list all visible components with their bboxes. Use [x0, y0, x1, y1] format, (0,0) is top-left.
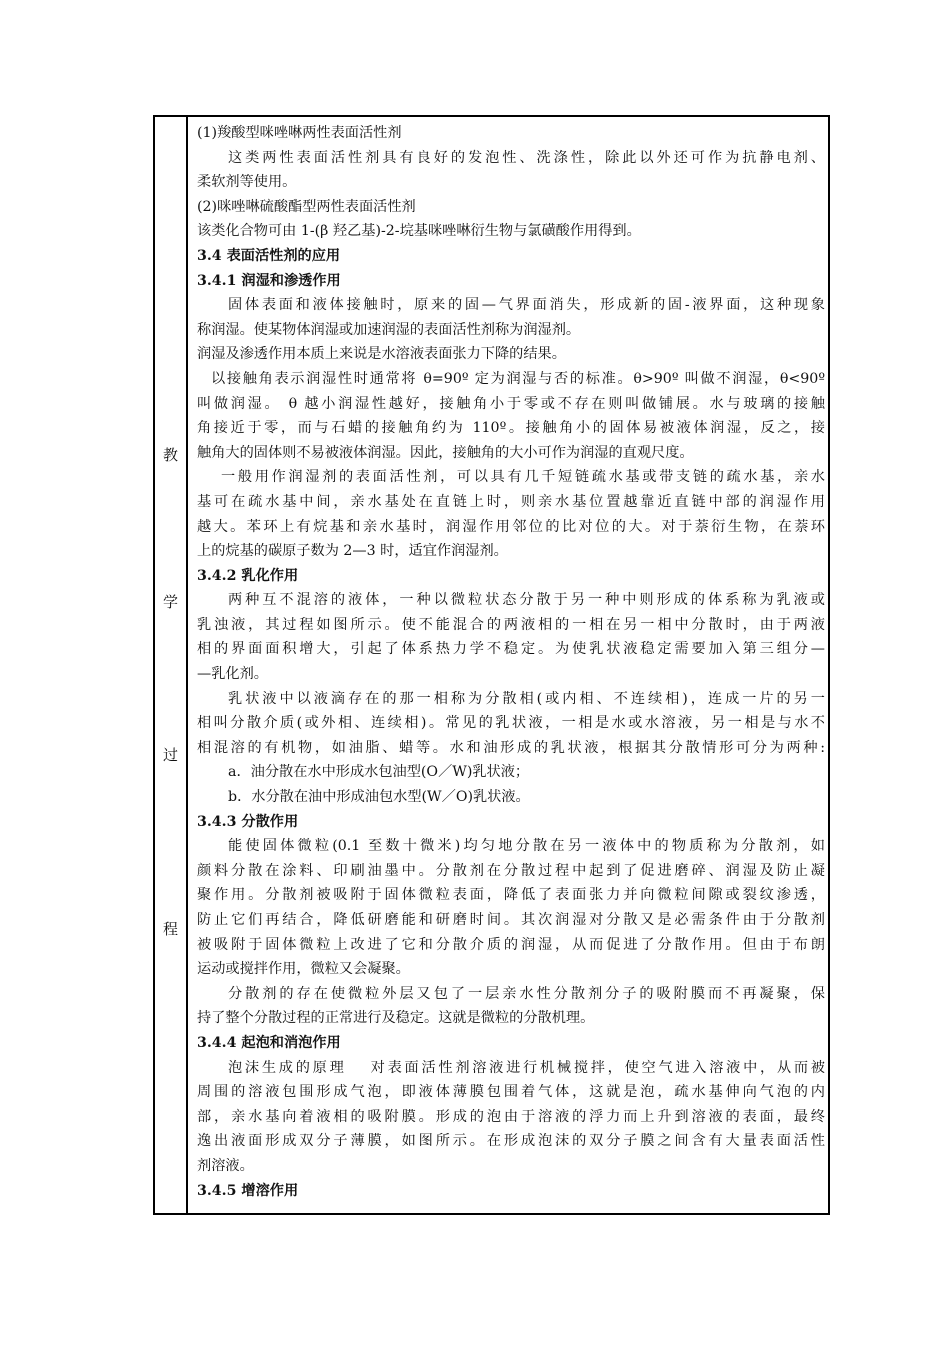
text-line: 剂溶液。 [197, 1157, 254, 1174]
text-line: 以接触角表示润湿性时通常将 θ=90º 定为润湿与否的标准。θ>90º 叫做不润湿，θ<90º [211, 370, 825, 387]
text-line: 能使固体微粒(0.1 至数十微米)均匀地分散在另一液体中的物质称为分散剂，如 [228, 838, 825, 855]
text-line: 角接近于零，而与石蜡的接触角约为 110º。接触角小的固体易被液体润湿，反之，接 [197, 420, 825, 437]
text-line: 持了整个分散过程的正常进行及稳定。这就是微粒的分散机理。 [197, 1010, 595, 1027]
side-label-char: 程 [162, 920, 178, 938]
text-line: 两种互不混溶的液体，一种以微粒状态分散于另一种中则形成的体系称为乳液或 [228, 592, 825, 609]
text-line: 周围的溶液包围形成气泡，即液体薄膜包围着气体，这就是泡，疏水基伸向气泡的内 [197, 1084, 825, 1101]
text-line: 被吸附于固体微粒上改进了它和分散介质的润湿，从而促进了分散作用。但由于布朗 [197, 936, 825, 953]
side-label-column [155, 117, 188, 1213]
text-line: 柔软剂等使用。 [197, 174, 297, 191]
text-line: 固体表面和液体接触时，原来的固—气界面消失，形成新的固-液界面，这种现象 [228, 297, 825, 314]
text-line: b．水分散在油中形成油包水型(W／O)乳状液。 [228, 789, 530, 806]
text-line: 乳状液中以液滴存在的那一相称为分散相(或内相、不连续相)，连成一片的另一 [228, 690, 825, 707]
text-line: —乳化剂。 [197, 666, 268, 683]
section-heading: 3.4.1 润湿和渗透作用 [197, 272, 341, 289]
text-line: 防止它们再结合，降低研磨能和研磨时间。其次润湿对分散又是必需条件由于分散剂 [197, 912, 825, 928]
text-line: 泡沫生成的原理 对表面活性剂溶液进行机械搅拌，使空气进入溶液中，从而被 [228, 1059, 825, 1076]
text-line: 叫做润湿。 θ 越小润湿性越好，接触角小于零或不存在则叫做铺展。水与玻璃的接触 [197, 395, 825, 412]
text-line: 相叫分散介质(或外相、连续相)。常见的乳状液，一相是水或水溶液，另一相是与水不 [197, 715, 825, 732]
text-line: 相的界面面积增大，引起了体系热力学不稳定。为使乳状液稳定需要加入第三组分— [197, 641, 825, 658]
text-line: 称润湿。使某物体润湿或加速润湿的表面活性剂称为润湿剂。 [197, 321, 581, 338]
section-heading: 3.4.2 乳化作用 [197, 567, 299, 584]
section-heading: 3.4.5 增溶作用 [197, 1182, 299, 1199]
text-line: 分散剂的存在使微粒外层又包了一层亲水性分散剂分子的吸附膜而不再凝聚，保 [228, 985, 825, 1002]
text-line: 逸出液面形成双分子薄膜，如图所示。在形成泡沫的双分子膜之间含有大量表面活性 [197, 1133, 825, 1150]
text-line: 基可在疏水基中间，亲水基处在直链上时，则亲水基位置越靠近直链中部的润湿作用 [197, 493, 825, 510]
text-line: 聚作用。分散剂被吸附于固体微粒表面，降低了表面张力并向微粒间隙或裂纹渗透， [197, 887, 825, 904]
text-line: 部，亲水基向着液相的吸附膜。形成的泡由于溶液的浮力而上升到溶液的表面，最终 [197, 1108, 825, 1125]
text-line: 润湿及渗透作用本质上来说是水溶液表面张力下降的结果。 [197, 346, 566, 363]
text-line: a．油分散在水中形成水包油型(O／W)乳状液； [228, 764, 530, 781]
text-line: (2)咪唑啉硫酸酯型两性表面活性剂 [197, 198, 416, 215]
text-line: 运动或搅拌作用，微粒又会凝聚。 [197, 961, 410, 978]
side-label-char: 学 [162, 593, 178, 611]
text-line: (1)羧酸型咪唑啉两性表面活性剂 [197, 125, 402, 141]
lesson-table [153, 115, 830, 1215]
text-line: 相混溶的有机物，如油脂、蜡等。水和油形成的乳状液，根据其分散情形可分为两种: [197, 739, 825, 756]
text-line: 乳浊液，其过程如图所示。使不能混合的两液相的一相在另一相中分散时，由于两液 [197, 616, 825, 633]
section-heading: 3.4.3 分散作用 [197, 813, 299, 830]
text-line: 这类两性表面活性剂具有良好的发泡性、洗涤性，除此以外还可作为抗静电剂、 [228, 149, 825, 166]
section-heading: 3.4.4 起泡和消泡作用 [197, 1034, 341, 1051]
text-line: 一般用作润湿剂的表面活性剂，可以具有几千短链疏水基或带支链的疏水基，亲水 [221, 469, 825, 486]
text-line: 颜料分散在涂料、印刷油墨中。分散剂在分散过程中起到了促进磨碎、润湿及防止凝 [197, 862, 825, 879]
side-label-char: 教 [162, 446, 178, 464]
text-line: 越大。苯环上有烷基和亲水基时，润湿作用邻位的比对位的大。对于萘衍生物，在萘环 [197, 518, 825, 535]
text-line: 该类化合物可由 1-(β 羟乙基)-2-垸基咪唑啉衍生物与氯磺酸作用得到。 [197, 223, 641, 240]
text-line: 上的烷基的碳原子数为 2—3 时，适宜作润湿剂。 [197, 543, 508, 560]
text-line: 触角大的固体则不易被液体润湿。因此，接触角的大小可作为润湿的直观尺度。 [197, 444, 694, 461]
lesson-content [197, 121, 825, 1203]
side-label-char: 过 [162, 746, 178, 764]
section-heading: 3.4 表面活性剂的应用 [197, 247, 341, 264]
